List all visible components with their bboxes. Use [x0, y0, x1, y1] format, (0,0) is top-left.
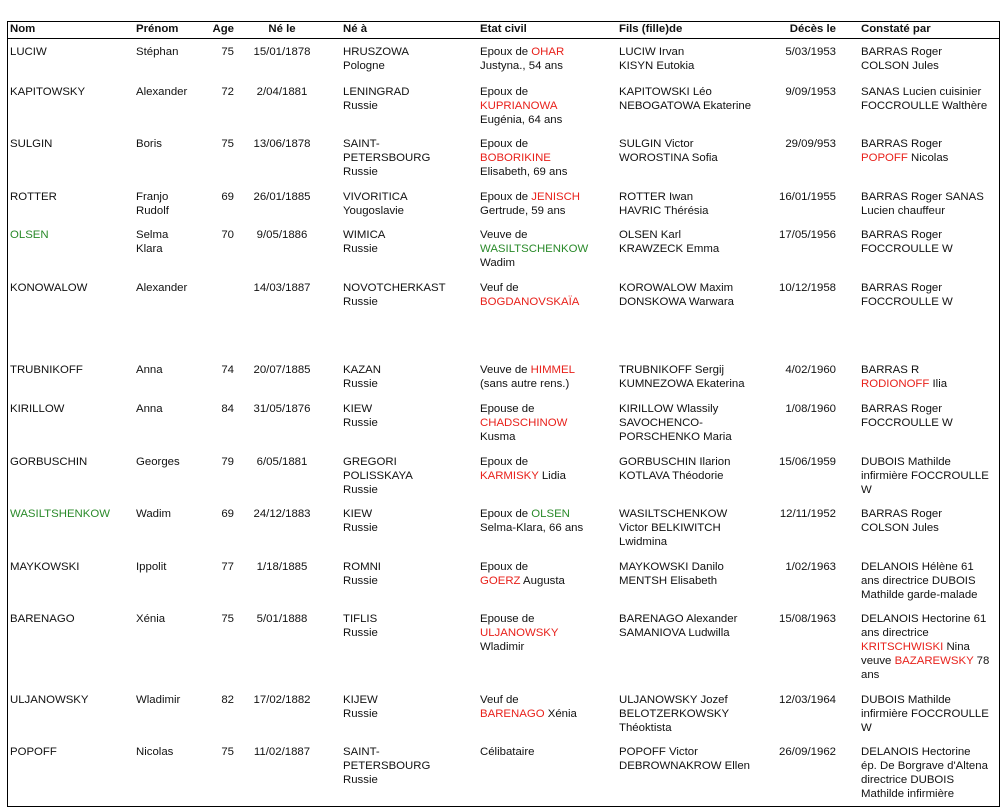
row-etat-civil: Epoux de BOBORIKINE Elisabeth, 69 ans — [480, 138, 568, 178]
row-deces-le: 10/12/1958 — [778, 282, 836, 294]
row-deces-le: 12/11/1952 — [779, 508, 836, 520]
row-etat-civil: Célibataire — [480, 746, 535, 758]
row-nom: GORBUSCHIN — [10, 456, 88, 468]
row-nom: ULJANOWSKY — [10, 694, 89, 706]
header-ne-le: Né le — [268, 23, 296, 35]
row-ne-le: 11/02/1887 — [253, 746, 311, 758]
row-prenom: Xénia — [136, 613, 166, 625]
highlighted-name: OLSEN — [531, 508, 570, 520]
row-deces-le: 1/02/1963 — [785, 561, 836, 573]
row-deces-le: 5/03/1953 — [785, 46, 836, 58]
row-prenom: Alexander — [136, 86, 188, 98]
row-fils-de: BARENAGO Alexander SAMANIOVA Ludwilla — [619, 613, 738, 639]
row-fils-de: KOROWALOW Maxim DONSKOWA Warwara — [619, 282, 734, 308]
highlighted-name: KUPRIANOWA — [480, 100, 558, 112]
row-prenom: Selma Klara — [136, 229, 169, 255]
row-deces-le: 29/09/953 — [785, 138, 836, 150]
row-fils-de: KAPITOWSKI Léo NEBOGATOWA Ekaterine — [619, 86, 752, 112]
row-prenom: Wadim — [136, 508, 172, 520]
row-ne-a: SAINT- PETERSBOURG Russie — [343, 746, 431, 786]
row-ne-le: 14/03/1887 — [253, 282, 311, 294]
row-age: 74 — [221, 364, 234, 376]
row-ne-a: NOVOTCHERKAST Russie — [343, 282, 446, 308]
highlighted-name: KARMISKY — [480, 470, 539, 482]
row-ne-a: HRUSZOWA Pologne — [343, 46, 410, 72]
row-constate-par: DELANOIS Hélène 61 ans directrice DUBOIS Mathilde garde-malade — [861, 561, 978, 601]
row-fils-de: LUCIW Irvan KISYN Eutokia — [619, 46, 695, 72]
row-age: 70 — [221, 229, 234, 241]
highlighted-name: OHAR — [531, 46, 565, 58]
row-etat-civil: Veuf de BARENAGO Xénia — [480, 694, 577, 720]
row-constate-par: BARRAS Roger COLSON Jules — [861, 508, 943, 534]
row-ne-a: KAZAN Russie — [343, 364, 381, 390]
row-constate-par: BARRAS Roger FOCCROULLE W — [861, 229, 953, 255]
header-divider — [8, 38, 999, 39]
row-ne-le: 2/04/1881 — [256, 86, 308, 98]
row-age: 82 — [221, 694, 234, 706]
row-etat-civil: Epoux de OHAR Justyna., 54 ans — [480, 46, 565, 72]
row-nom: WASILTSHENKOW — [10, 508, 110, 520]
row-etat-civil: Veuve de HIMMEL (sans autre rens.) — [480, 364, 575, 390]
header-constate-par: Constaté par — [861, 23, 931, 35]
row-age: 72 — [221, 86, 234, 98]
row-ne-a: WIMICA Russie — [343, 229, 386, 255]
row-prenom: Nicolas — [136, 746, 174, 758]
row-fils-de: KIRILLOW Wlassily SAVOCHENCO- PORSCHENKO Maria — [619, 403, 732, 443]
row-prenom: Wladimir — [136, 694, 181, 706]
row-nom: TRUBNIKOFF — [10, 364, 83, 376]
death-register-table — [7, 21, 1000, 807]
row-nom: LUCIW — [10, 46, 47, 58]
row-ne-a: KIJEW Russie — [343, 694, 378, 720]
row-prenom: Ippolit — [136, 561, 167, 573]
row-fils-de: ULJANOWSKY Jozef BELOTZERKOWSKY Théoktista — [619, 694, 730, 734]
row-deces-le: 9/09/1953 — [785, 86, 836, 98]
row-constate-par: DELANOIS Hectorine 61 ans directrice KRITSCHWISKI Nina veuve BAZAREWSKY 78 ans — [861, 613, 990, 681]
row-deces-le: 4/02/1960 — [785, 364, 836, 376]
highlighted-name: CHADSCHINOW — [480, 417, 568, 429]
row-fils-de: WASILTSCHENKOW Victor BELKIWITCH Lwidmina — [619, 508, 728, 548]
row-etat-civil: Epoux de JENISCH Gertrude, 59 ans — [480, 191, 581, 217]
row-constate-par: BARRAS Roger POPOFF Nicolas — [861, 138, 949, 164]
highlighted-name: RODIONOFF — [861, 378, 930, 390]
row-deces-le: 12/03/1964 — [778, 694, 836, 706]
row-ne-le: 15/01/1878 — [253, 46, 311, 58]
row-nom: SULGIN — [10, 138, 53, 150]
header-nom: Nom — [10, 23, 36, 35]
row-ne-a: KIEW Russie — [343, 403, 378, 429]
row-deces-le: 1/08/1960 — [785, 403, 836, 415]
row-prenom: Anna — [136, 364, 163, 376]
row-constate-par: BARRAS Roger FOCCROULLE W — [861, 403, 953, 429]
row-prenom: Anna — [136, 403, 163, 415]
row-deces-le: 17/05/1956 — [778, 229, 836, 241]
row-prenom: Stéphan — [136, 46, 179, 58]
highlighted-name: HIMMEL — [530, 364, 575, 376]
row-age: 69 — [221, 191, 234, 203]
row-fils-de: GORBUSCHIN Ilarion KOTLAVA Théodorie — [619, 456, 731, 482]
highlighted-name: GOERZ — [480, 575, 521, 587]
row-constate-par: DUBOIS Mathilde infirmière FOCCROULLE W — [861, 456, 989, 496]
row-fils-de: POPOFF Victor DEBROWNAKROW Ellen — [619, 746, 751, 772]
row-ne-le: 31/05/1876 — [253, 403, 311, 415]
row-etat-civil: Epoux de KARMISKY Lidia — [480, 456, 566, 482]
highlighted-name: JENISCH — [531, 191, 581, 203]
row-prenom: Boris — [136, 138, 162, 150]
row-fils-de: OLSEN Karl KRAWZECK Emma — [619, 229, 720, 255]
row-deces-le: 16/01/1955 — [778, 191, 836, 203]
row-etat-civil: Veuve de WASILTSCHENKOW Wadim — [480, 229, 589, 269]
row-deces-le: 15/06/1959 — [778, 456, 836, 468]
row-nom: KAPITOWSKY — [10, 86, 86, 98]
row-ne-le: 1/18/1885 — [256, 561, 308, 573]
row-nom: OLSEN — [10, 229, 49, 241]
row-ne-le: 5/01/1888 — [256, 613, 308, 625]
row-ne-le: 26/01/1885 — [253, 191, 311, 203]
row-age: 84 — [221, 403, 234, 415]
highlighted-name: WASILTSCHENKOW — [480, 243, 589, 255]
header-ne-a: Né à — [343, 23, 368, 35]
row-fils-de: TRUBNIKOFF Sergij KUMNEZOWA Ekaterina — [619, 364, 745, 390]
row-prenom: Franjo Rudolf — [136, 191, 169, 217]
row-constate-par: DELANOIS Hectorine ép. De Borgrave d'Altena directrice DUBOIS Mathilde infirmière — [861, 746, 988, 800]
row-constate-par: BARRAS R RODIONOFF Ilia — [861, 364, 948, 390]
row-ne-a: SAINT- PETERSBOURG Russie — [343, 138, 431, 178]
row-age: 75 — [221, 746, 234, 758]
highlighted-name: POPOFF — [861, 152, 908, 164]
row-ne-a: TIFLIS Russie — [343, 613, 378, 639]
header-deces-le: Décès le — [789, 23, 836, 35]
highlighted-name: KRITSCHWISKI — [861, 641, 944, 653]
row-constate-par: DUBOIS Mathilde infirmière FOCCROULLE W — [861, 694, 989, 734]
row-etat-civil: Epoux de GOERZ Augusta — [480, 561, 565, 587]
row-ne-a: ROMNI Russie — [343, 561, 381, 587]
row-ne-le: 20/07/1885 — [253, 364, 311, 376]
row-ne-a: KIEW Russie — [343, 508, 378, 534]
row-age: 77 — [221, 561, 234, 573]
row-constate-par: SANAS Lucien cuisinier FOCCROULLE Walthère — [861, 86, 988, 112]
header-prenom: Prénom — [136, 23, 179, 35]
row-age: 69 — [221, 508, 234, 520]
row-ne-a: GREGORI POLISSKAYA Russie — [343, 456, 413, 496]
row-nom: MAYKOWSKI — [10, 561, 80, 573]
row-nom: KONOWALOW — [10, 282, 88, 294]
highlighted-name: BAZAREWSKY — [894, 655, 974, 667]
row-prenom: Georges — [136, 456, 180, 468]
row-nom: BARENAGO — [10, 613, 75, 625]
row-constate-par: BARRAS Roger SANAS Lucien chauffeur — [861, 191, 984, 217]
row-fils-de: SULGIN Victor WOROSTINA Sofia — [619, 138, 718, 164]
row-ne-le: 13/06/1878 — [253, 138, 311, 150]
row-constate-par: BARRAS Roger FOCCROULLE W — [861, 282, 953, 308]
row-ne-le: 9/05/1886 — [256, 229, 308, 241]
row-ne-a: VIVORITICA Yougoslavie — [343, 191, 408, 217]
highlighted-name: BOGDANOVSKAÏA — [480, 296, 580, 308]
row-fils-de: MAYKOWSKI Danilo MENTSH Elisabeth — [619, 561, 724, 587]
row-nom: ROTTER — [10, 191, 57, 203]
row-fils-de: ROTTER Iwan HAVRIC Thérésia — [619, 191, 709, 217]
row-etat-civil: Epouse de CHADSCHINOW Kusma — [480, 403, 568, 443]
row-prenom: Alexander — [136, 282, 188, 294]
highlighted-name: ULJANOWSKY — [480, 627, 559, 639]
header-fils-de: Fils (fille)de — [619, 23, 683, 35]
row-deces-le: 15/08/1963 — [778, 613, 836, 625]
header-age: Age — [212, 23, 234, 35]
row-constate-par: BARRAS Roger COLSON Jules — [861, 46, 943, 72]
row-age: 75 — [221, 46, 234, 58]
highlighted-name: BOBORIKINE — [480, 152, 551, 164]
row-etat-civil: Epoux de KUPRIANOWA Eugénia, 64 ans — [480, 86, 563, 126]
highlighted-name: BARENAGO — [480, 708, 545, 720]
row-ne-le: 6/05/1881 — [256, 456, 308, 468]
row-ne-le: 17/02/1882 — [253, 694, 311, 706]
row-age: 79 — [221, 456, 234, 468]
row-nom: KIRILLOW — [10, 403, 65, 415]
row-nom: POPOFF — [10, 746, 57, 758]
header-etat-civil: Etat civil — [480, 23, 527, 35]
row-etat-civil: Veuf de BOGDANOVSKAÏA — [480, 282, 580, 308]
row-age: 75 — [221, 138, 234, 150]
row-ne-a: LENINGRAD Russie — [343, 86, 410, 112]
row-age: 75 — [221, 613, 234, 625]
row-etat-civil: Epouse de ULJANOWSKY Wladimir — [480, 613, 559, 653]
row-etat-civil: Epoux de OLSEN Selma-Klara, 66 ans — [480, 508, 584, 534]
row-ne-le: 24/12/1883 — [253, 508, 311, 520]
row-deces-le: 26/09/1962 — [778, 746, 836, 758]
